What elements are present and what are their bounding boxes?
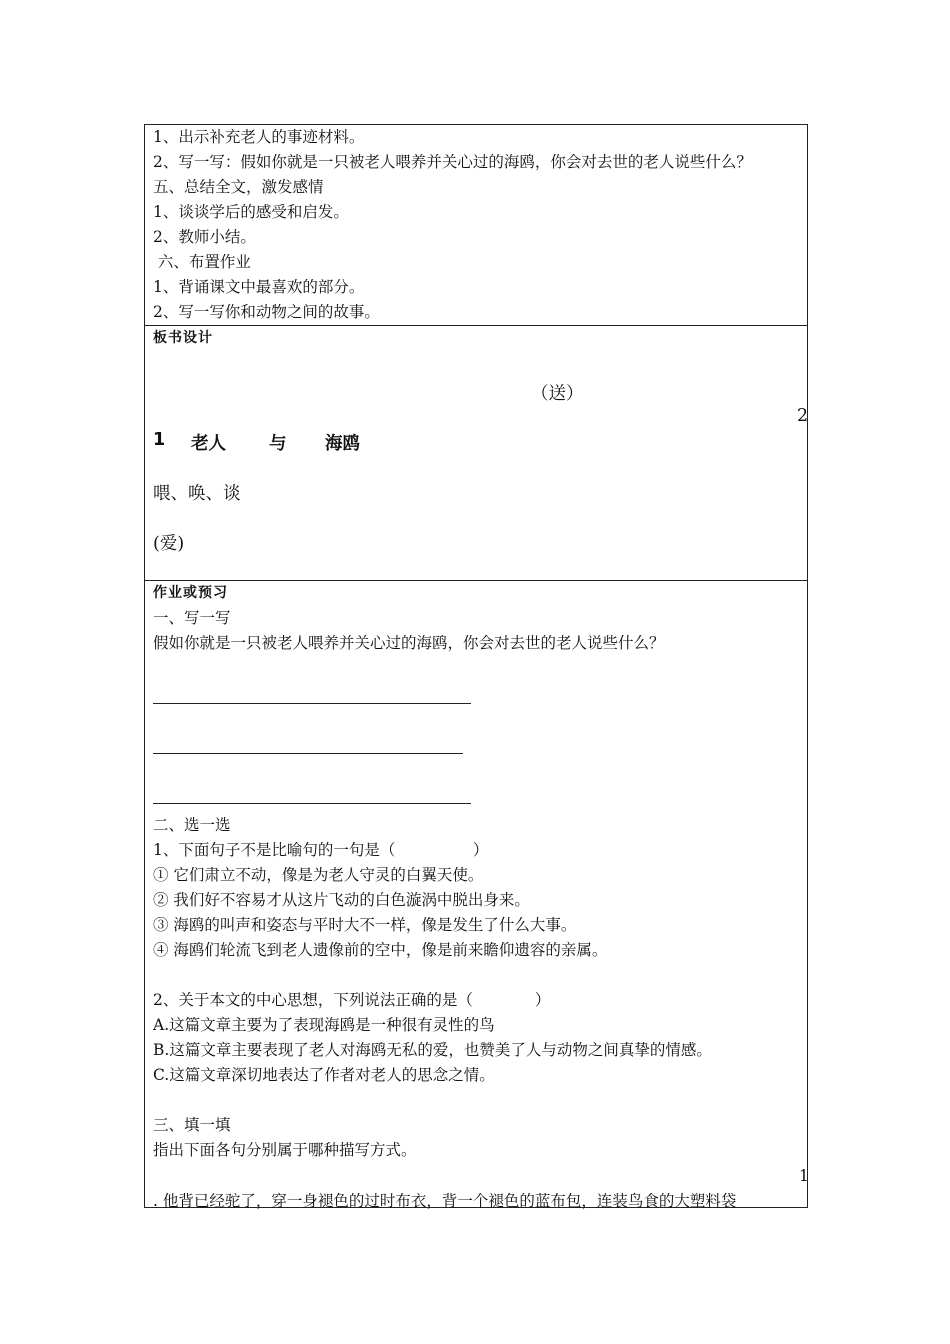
board-title-and: 与 (269, 434, 287, 454)
step-line: 2、写一写：假如你就是一只被老人喂养并关心过的海鸥，你会对去世的老人说些什么？ (153, 153, 752, 171)
step-line: 六、布置作业 (153, 253, 251, 271)
board-title-number: 1 (153, 430, 166, 450)
board-love: (爱) (153, 534, 185, 554)
answer-line (153, 753, 463, 754)
lesson-plan-table (144, 124, 808, 1208)
answer-line (153, 703, 471, 704)
homework-cell (145, 581, 808, 1208)
board-title-seagull: 海鸥 (325, 434, 360, 454)
step-line: 1、出示补充老人的事迹材料。 (153, 128, 365, 146)
answer-line (153, 803, 471, 804)
board-heading: 板书设计 (153, 330, 213, 346)
part1-title: 一、写一写 (153, 609, 231, 627)
teaching-steps-cell (145, 125, 808, 326)
board-title-old-man: 老人 (191, 434, 226, 454)
q2-option: B.这篇文章主要表现了老人对海鸥无私的爱，也赞美了人与动物之间真挚的情感。 (153, 1041, 712, 1059)
step-line: 1、背诵课文中最喜欢的部分。 (153, 278, 365, 296)
homework-heading: 作业或预习 (153, 585, 228, 601)
q1-option: ① 它们肃立不动，像是为老人守灵的白翼天使。 (153, 866, 484, 884)
q1-option: ③ 海鸥的叫声和姿态与平时大不一样，像是发生了什么大事。 (153, 916, 577, 934)
choice-section (153, 813, 803, 1163)
part1-prompt: 假如你就是一只被老人喂养并关心过的海鸥，你会对去世的老人说些什么？ (153, 634, 665, 652)
q2-option: A.这篇文章主要为了表现海鸥是一种很有灵性的鸟 (153, 1016, 495, 1034)
step-line: 2、教师小结。 (153, 228, 256, 246)
homework-margin-number: 1 (799, 1167, 809, 1185)
blank-line (153, 963, 803, 988)
blank-line (153, 1088, 803, 1113)
q1-option: ② 我们好不容易才从这片飞动的白色漩涡中脱出身来。 (153, 891, 530, 909)
q2-option: C.这篇文章深切地表达了作者对老人的思念之情。 (153, 1066, 495, 1084)
question-2: 2、关于本文的中心思想，下列说法正确的是（ ） (153, 991, 551, 1009)
board-margin-number: 2 (797, 406, 809, 426)
part3-title: 三、填一填 (153, 1116, 231, 1134)
step-line: 2、写一写你和动物之间的故事。 (153, 303, 380, 321)
step-line: 五、总结全文，激发感情 (153, 178, 324, 196)
q1-option: ④ 海鸥们轮流飞到老人遗像前的空中，像是前来瞻仰遗容的亲属。 (153, 941, 608, 959)
step-line: 1、谈谈学后的感受和启发。 (153, 203, 349, 221)
board-design-cell (145, 326, 808, 581)
part2-title: 二、选一选 (153, 816, 231, 834)
question-1: 1、下面句子不是比喻句的一句是（ ） (153, 841, 489, 859)
description-sentence: . 他背已经驼了，穿一身褪色的过时布衣，背一个褪色的蓝布包，连装鸟食的大塑料袋 (153, 1192, 737, 1210)
part3-prompt: 指出下面各句分别属于哪种描写方式。 (153, 1141, 417, 1159)
board-verbs: 喂、唤、谈 (153, 484, 241, 504)
board-send: （送） (531, 384, 584, 404)
